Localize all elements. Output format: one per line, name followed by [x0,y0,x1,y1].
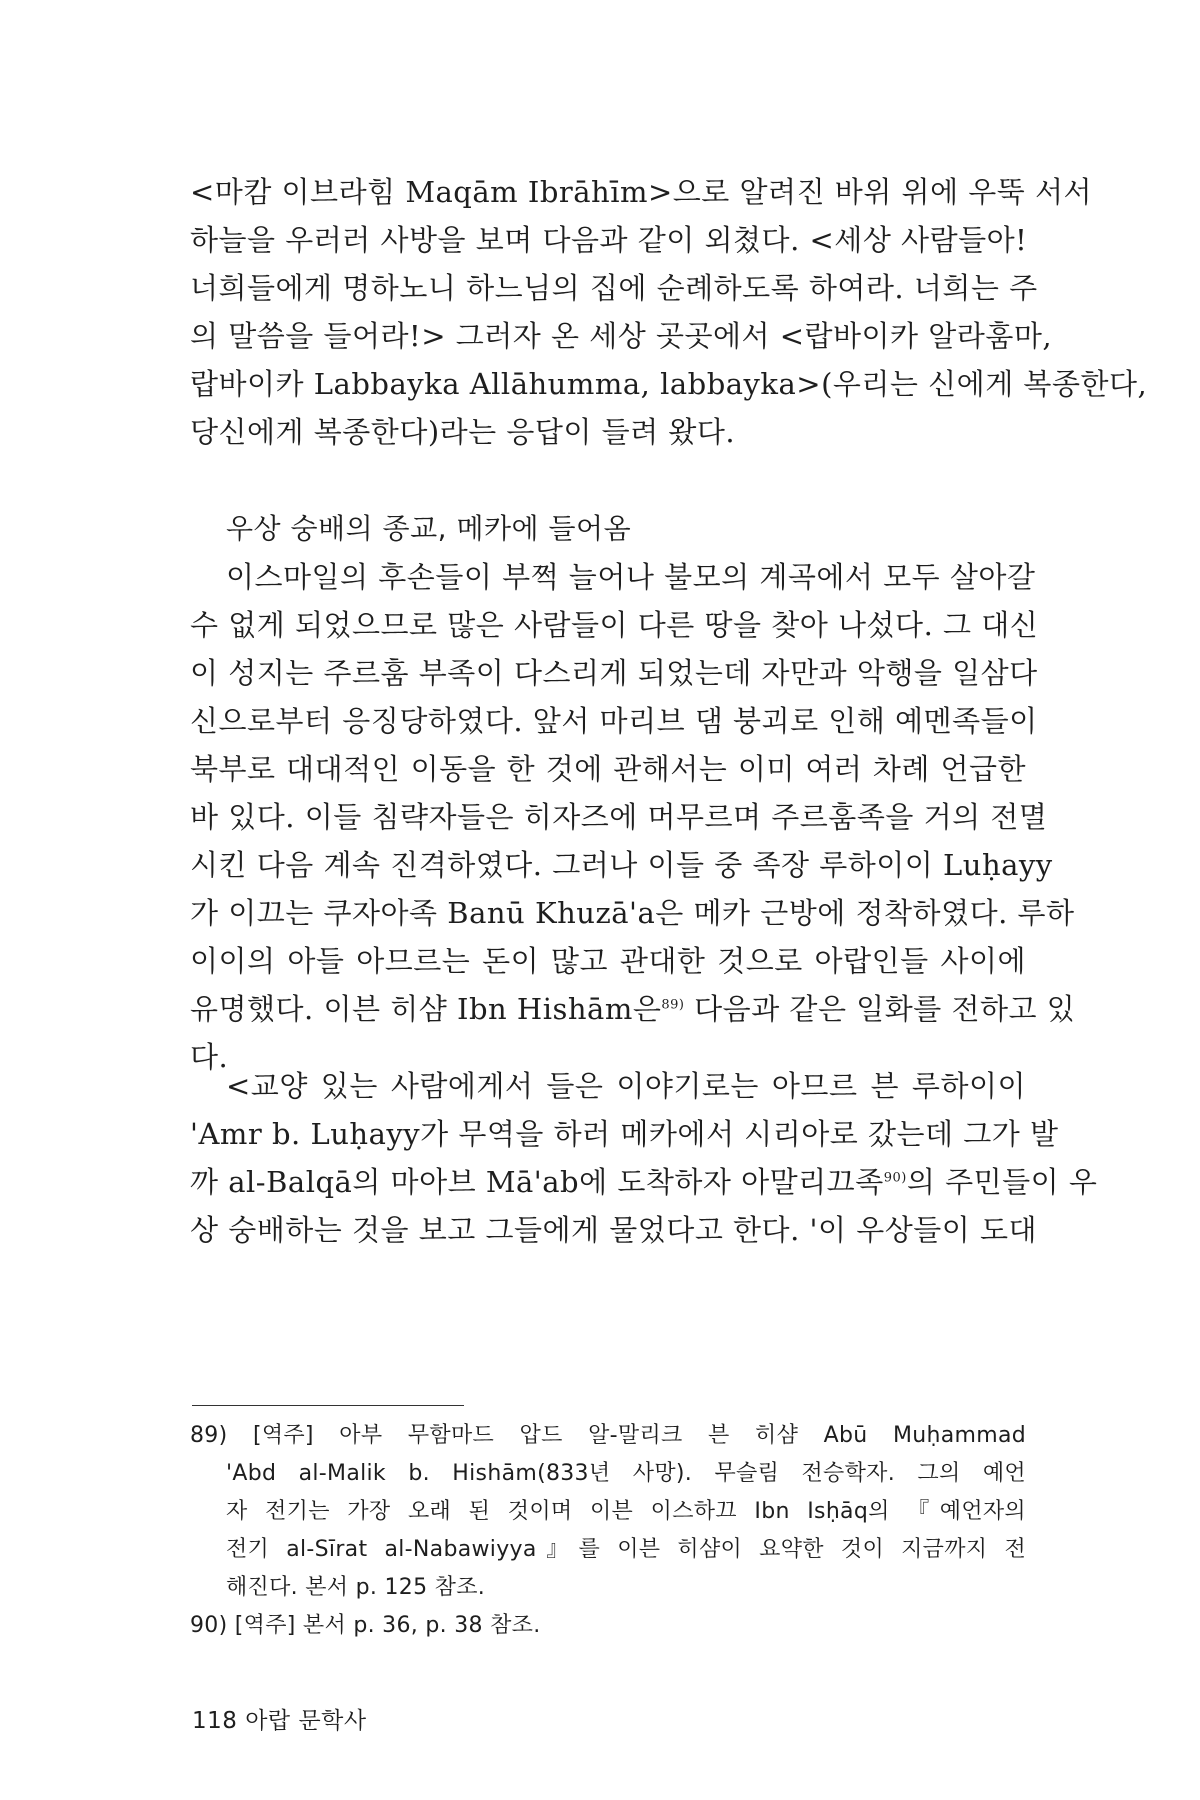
text-line-with-footnote [190,985,1076,1033]
footnote-89-line: 전기 al-Sīrat al-Nabawiyya』를 이븐 히샴이 요약한 것이 지금까지 전 [226,1537,1026,1562]
text-line: <교양 있는 사람에게서 들은 이야기로는 아므르 븐 루하이이 [226,1069,1026,1103]
text-line: 너희들에게 명하노니 하느님의 집에 순례하도록 하여라. 너희는 주 [190,271,1038,305]
text-line: 다. [190,1040,229,1074]
footnote-ref-90[interactable]: 90) [883,1170,907,1186]
text-line: 신으로부터 응징당하였다. 앞서 마리브 댐 붕괴로 인해 예멘족들이 [190,704,1038,738]
text-line: 의 말씀을 들어라!> 그러자 온 세상 곳곳에서 <랍바이카 알라훔마, [190,319,1053,353]
text-line-with-footnote [190,1158,1098,1206]
footnote-89-line: 89) [역주] 아부 무함마드 압드 알-말리크 븐 히샴 Abū Muḥammad [190,1423,1026,1448]
footnote-90-line: 90) [역주] 본서 p. 36, p. 38 참조. [190,1613,541,1638]
text-segment: 다음과 같은 일화를 전하고 있 [684,992,1076,1026]
section-heading: 우상 숭배의 종교, 메카에 들어옴 [226,512,632,545]
text-line: 바 있다. 이들 침략자들은 히자즈에 머무르며 주르훔족을 거의 전멸 [190,800,1048,834]
text-line: 이스마일의 후손들이 부쩍 늘어나 불모의 계곡에서 모두 살아갈 [226,560,1036,594]
text-line: 가 이끄는 쿠자아족 Banū Khuzā'a은 메카 근방에 정착하였다. 루하 [190,896,1075,930]
text-line: <마캄 이브라힘 Maqām Ibrāhīm>으로 알려진 바위 위에 우뚝 서서 [190,175,1093,209]
text-line: 시킨 다음 계속 진격하였다. 그러나 이들 중 족장 루하이이 Luḥayy [190,848,1053,882]
text-segment: 의 주민들이 우 [906,1165,1098,1199]
text-line: 수 없게 되었으므로 많은 사람들이 다른 땅을 찾아 나섰다. 그 대신 [190,608,1039,642]
intro-paragraph [190,168,1148,456]
text-segment: 유명했다. 이븐 히샴 Ibn Hishām은 [190,992,662,1026]
footnote-ref-89[interactable]: 89) [661,997,685,1013]
footnote-89-line: 해진다. 본서 p. 125 참조. [226,1575,486,1600]
text-line: 하늘을 우러러 사방을 보며 다음과 같이 외쳤다. <세상 사람들아! [190,223,1028,257]
text-line: 상 숭배하는 것을 보고 그들에게 물었다고 한다. '이 우상들이 도대 [190,1213,1038,1247]
footnote-89-line: 자 전기는 가장 오래 된 것이며 이븐 이스하끄 Ibn Isḥāq의 『예언자의 [226,1499,1026,1524]
text-line: 당신에게 복종한다)라는 응답이 들려 왔다. [190,415,736,449]
footnote-89-line: 'Abd al-Malik b. Hishām(833년 사망). 무슬림 전승학자. 그의 예언 [226,1461,1026,1486]
text-line: 'Amr b. Luḥayy가 무역을 하러 메카에서 시리아로 갔는데 그가 발 [190,1117,1059,1151]
section-heading-block [190,505,1026,553]
body-paragraph [190,553,1076,1081]
text-line: 북부로 대대적인 이동을 한 것에 관해서는 이미 여러 차례 언급한 [190,752,1026,786]
text-line: 이 성지는 주르훔 부족이 다스리게 되었는데 자만과 악행을 일삼다 [190,656,1038,690]
footnote-divider [192,1405,464,1406]
footnotes [190,1417,1026,1645]
text-segment: 까 al-Balqā의 마아브 Mā'ab에 도착하자 아말리끄족 [190,1165,884,1199]
page-folio: 118 아랍 문학사 [192,1708,367,1734]
story-paragraph [190,1062,1098,1254]
text-line: 랍바이카 Labbayka Allāhumma, labbayka>(우리는 신에게 복종한다, [190,367,1148,401]
text-line: 이이의 아들 아므르는 돈이 많고 관대한 것으로 아랍인들 사이에 [190,944,1026,978]
